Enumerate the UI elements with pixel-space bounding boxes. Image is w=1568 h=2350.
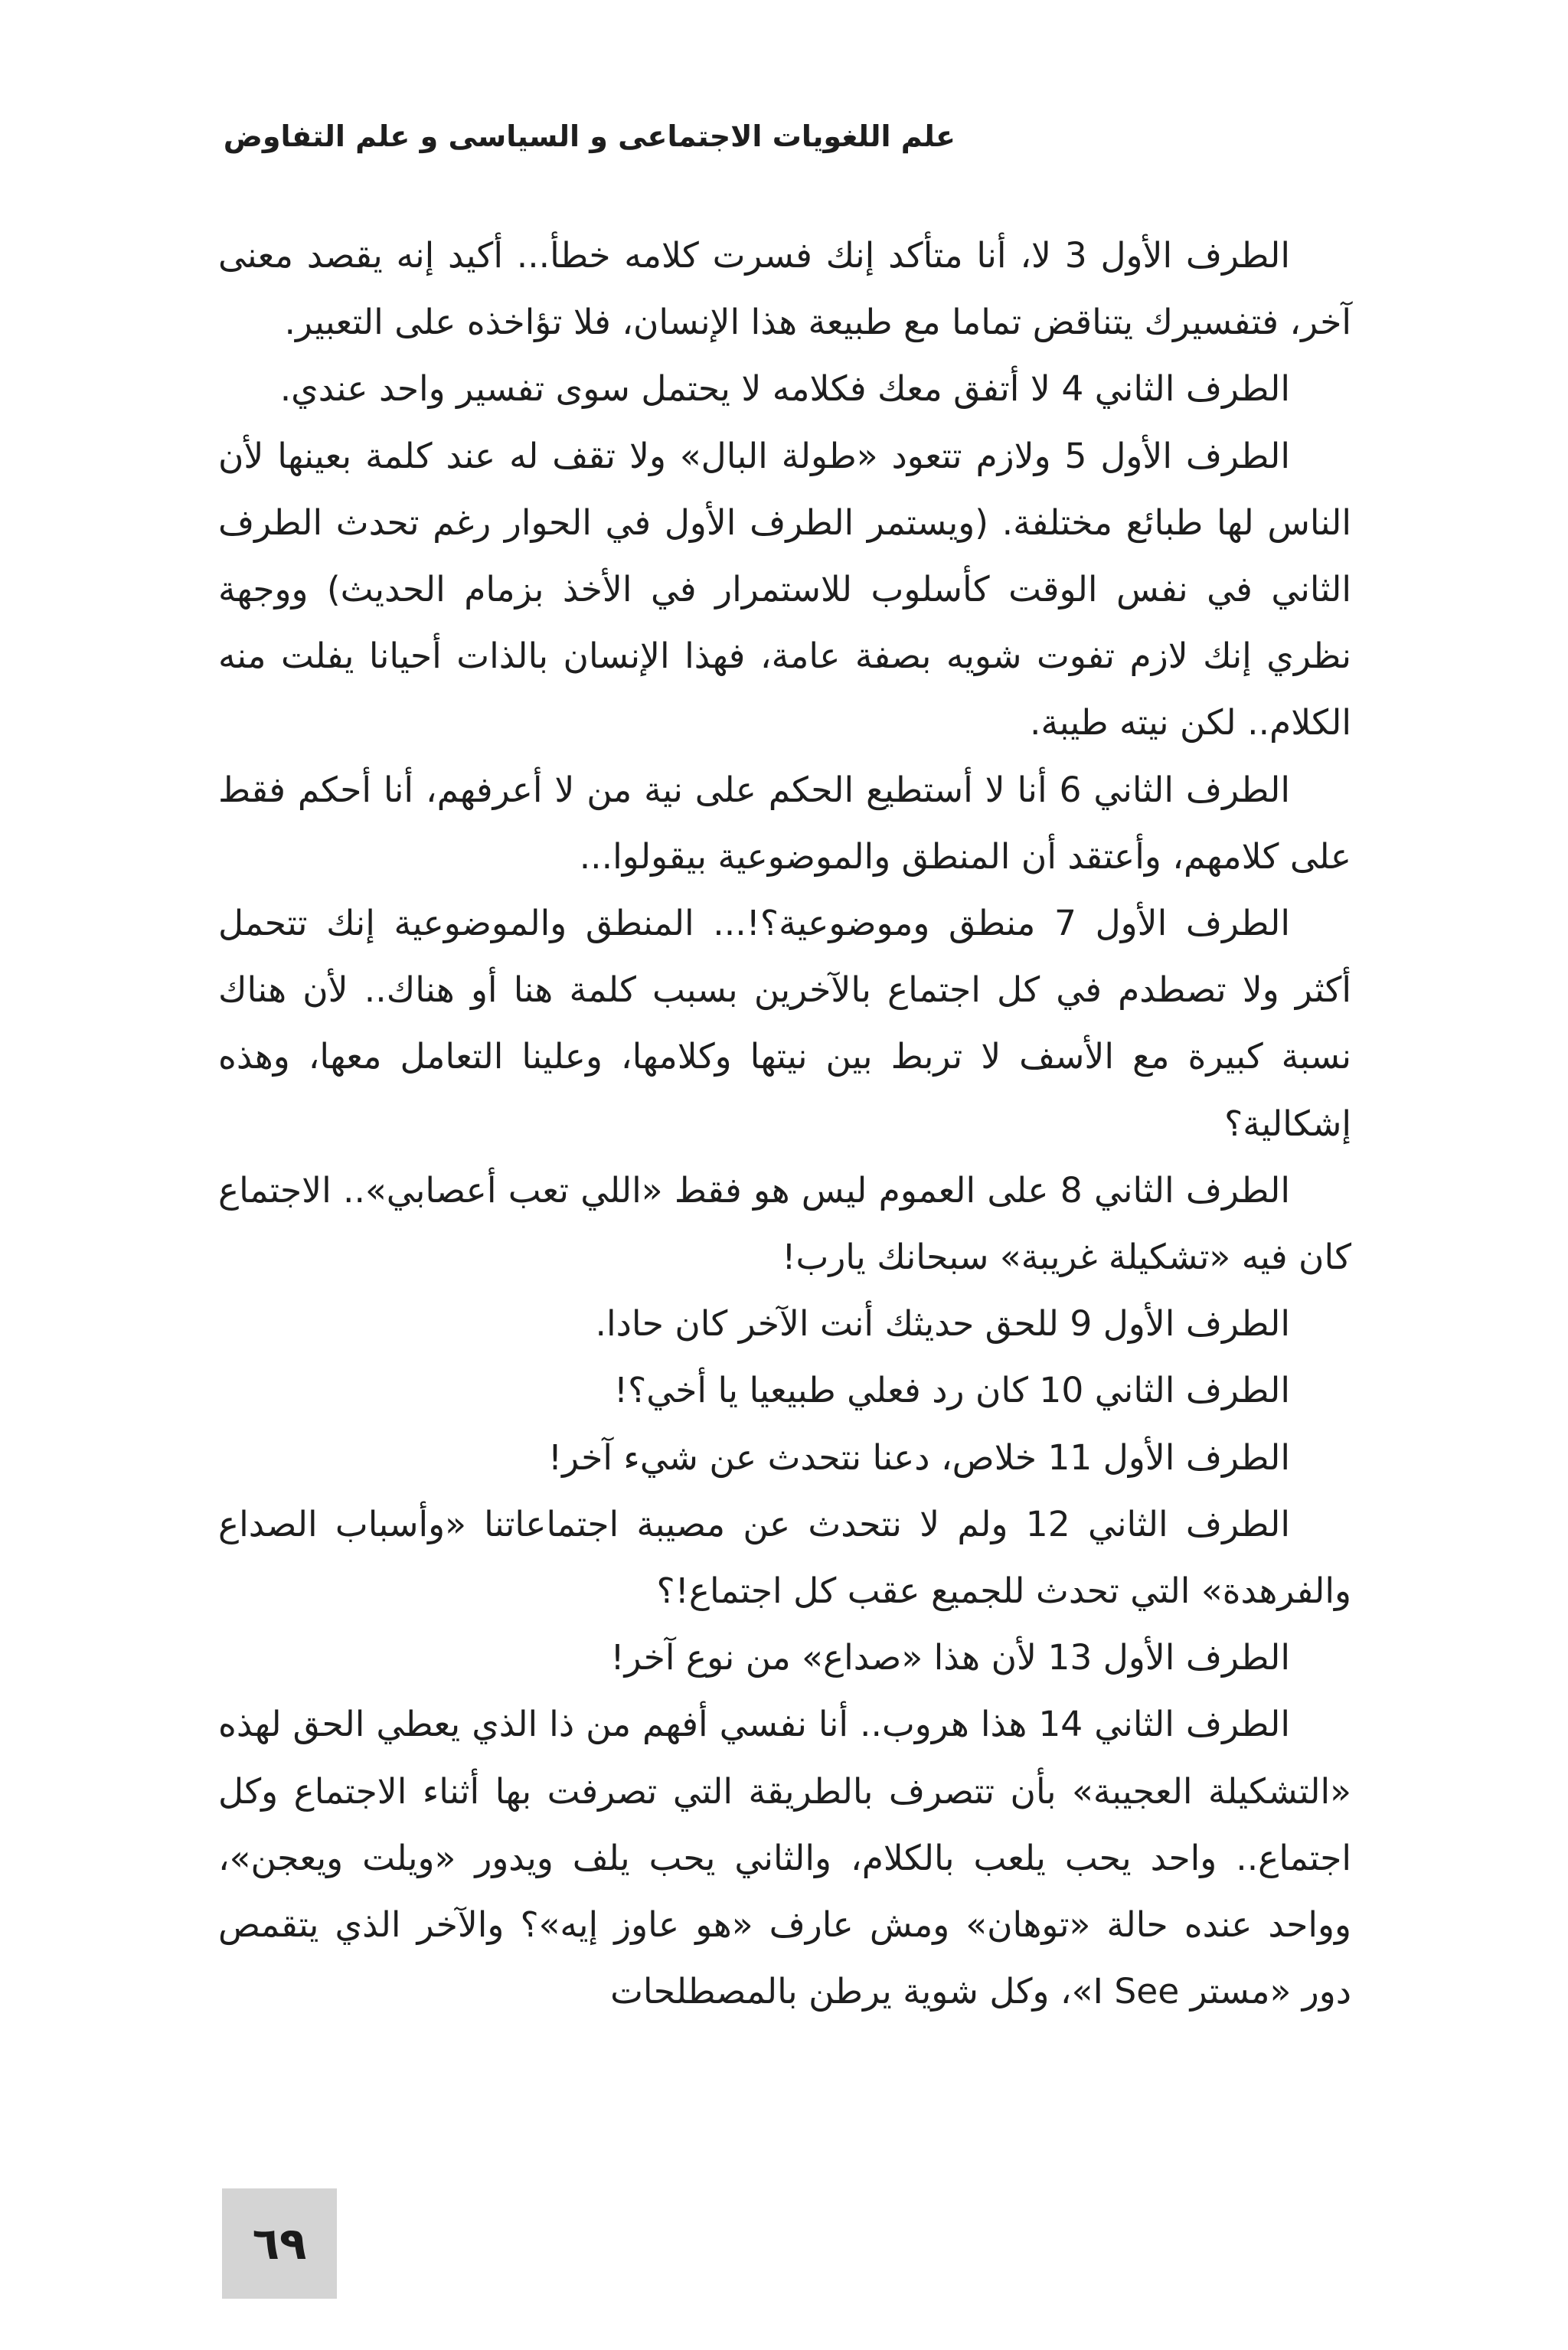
paragraph: الطرف الثاني 14 هذا هروب.. أنا نفسي أفهم من ذا الذي يعطي الحق لهذه «التشكيلة العجيبة» بأن تتصرف بالطريقة التي تصرفت بها أثناء الاجتماع وكل اجتماع.. واحد يحب يلعب بالكلام، والثاني يحب يلف ويدور «ويلت ويعجن»، وواحد عنده حالة «توهان» ومش عارف «هو عاوز إيه»؟ والآخر الذي يتقمص دور «مستر I See»، وكل شوية يرطن بالمصطلحات	[218, 1704, 1351, 2012]
paragraph: الطرف الثاني 4 لا أتفق معك فكلامه لا يحتمل سوى تفسير واحد عندي.	[279, 368, 1290, 410]
paragraph: الطرف الأول 11 خلاص، دعنا نتحدث عن شيء آخر!	[547, 1436, 1290, 1478]
paragraph: الطرف الثاني 10 كان رد فعلي طبيعيا يا أخي؟!	[613, 1370, 1290, 1411]
paragraph: الطرف الأول 3 لا، أنا متأكد إنك فسرت كلامه خطأ... أكيد إنه يقصد معنى آخر، فتفسيرك يتناقض تماما مع طبيعة هذا الإنسان، فلا تؤاخذه على التعبير.	[218, 235, 1351, 343]
paragraph: الطرف الثاني 12 ولم لا نتحدث عن مصيبة اجتماعاتنا «وأسباب الصداع والفرهدة» التي تحدث للجميع عقب كل اجتماع!؟	[218, 1503, 1351, 1612]
paragraph: الطرف الثاني 6 أنا لا أستطيع الحكم على نية من لا أعرفهم، أنا أحكم فقط على كلامهم، وأعتقد أن المنطق والموضوعية بيقولوا...	[218, 769, 1351, 877]
running-header: علم اللغويات الاجتماعى و السياسى و علم التفاوض	[223, 119, 956, 153]
paragraph: الطرف الأول 5 ولازم تتعود «طولة البال» ولا تقف له عند كلمة بعينها لأن الناس لها طبائع مختلفة. (ويستمر الطرف الأول في الحوار رغم تحدث الطرف الثاني في نفس الوقت كأسلوب للاستمرار في الأخذ بزمام الحديث) ووجهة نظري إنك لازم تفوت شويه بصفة عامة، فهذا الإنسان بالذات أحيانا يفلت منه الكلام.. لكن نيته طيبة.	[218, 435, 1351, 744]
body-text	[218, 222, 1351, 2025]
paragraph: الطرف الثاني 8 على العموم ليس هو فقط «اللي تعب أعصابي».. الاجتماع كان فيه «تشكيلة غريبة» سبحانك يارب!	[218, 1169, 1351, 1278]
page-number-badge	[222, 2188, 337, 2299]
page-number: ٦٩	[252, 2218, 307, 2270]
paragraph: الطرف الأول 9 للحق حديثك أنت الآخر كان حادا.	[595, 1303, 1290, 1345]
paragraph: الطرف الأول 13 لأن هذا «صداع» من نوع آخر!	[610, 1637, 1290, 1678]
paragraph: الطرف الأول 7 منطق وموضوعية؟!... المنطق والموضوعية إنك تتحمل أكثر ولا تصطدم في كل اجتماع بالآخرين بسبب كلمة هنا أو هناك.. لأن هناك نسبة كبيرة مع الأسف لا تربط بين نيتها وكلامها، وعلينا التعامل معها، وهذه إشكالية؟	[218, 903, 1351, 1144]
